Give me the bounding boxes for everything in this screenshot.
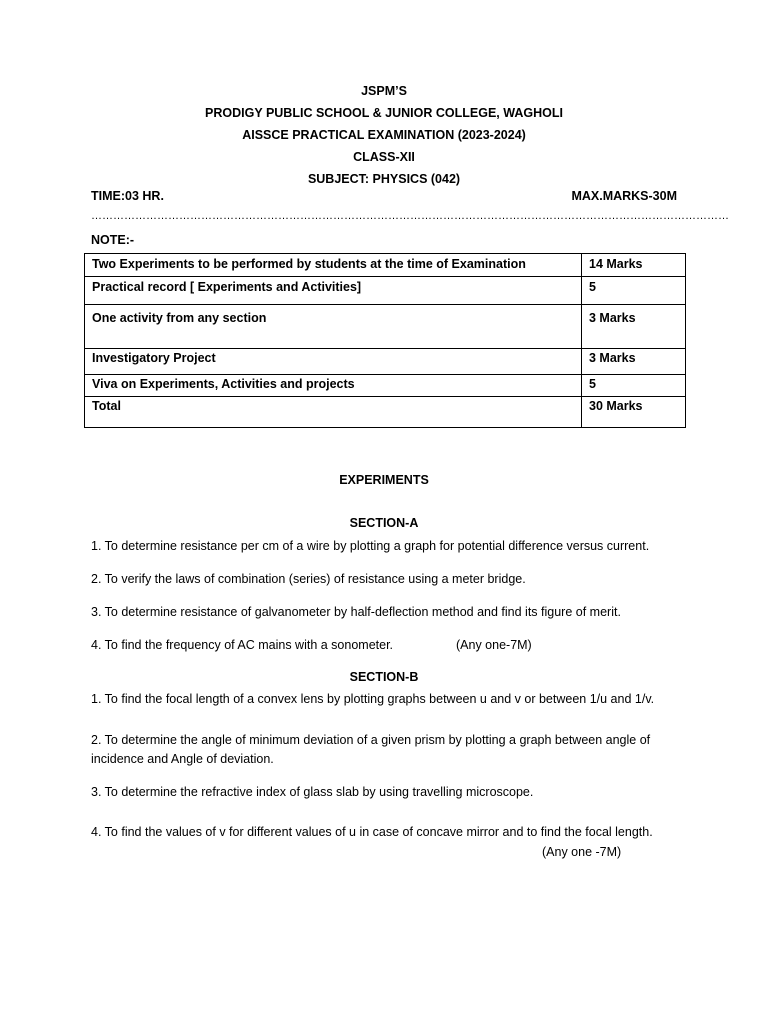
list-item: 4. To find the frequency of AC mains with a sonometer. [91, 638, 394, 652]
table-row [85, 349, 686, 375]
table-row [85, 305, 686, 349]
table-cell-item: One activity from any section [85, 305, 582, 349]
section-a-heading: SECTION-A [349, 516, 419, 530]
list-item: 1. To find the focal length of a convex lens by plotting graphs between u and v or between 1/u and 1/v. [91, 692, 655, 706]
exam-title: AISSCE PRACTICAL EXAMINATION (2023-2024) [242, 128, 526, 142]
table-cell-item: Two Experiments to be performed by students at the time of Examination [85, 254, 582, 277]
marks-table [84, 253, 686, 428]
table-cell-item: Viva on Experiments, Activities and projects [85, 375, 582, 397]
note-label: NOTE:- [91, 233, 135, 247]
list-item: 2. To determine the angle of minimum deviation of a given prism by plotting a graph between angle of incidence and Angle of deviation. [91, 733, 651, 766]
table-row [85, 254, 686, 277]
table-cell-marks: 3 Marks [582, 305, 686, 349]
section-a-choice-note: (Any one-7M) [456, 638, 532, 652]
list-item: 3. To determine the refractive index of glass slab by using travelling microscope. [91, 785, 534, 799]
table-cell-marks: 30 Marks [582, 397, 686, 428]
experiments-heading: EXPERIMENTS [339, 473, 429, 487]
table-row [85, 277, 686, 305]
table-row [85, 375, 686, 397]
list-item: 4. To find the values of v for different values of u in case of concave mirror and to find the focal length. [91, 825, 653, 839]
table-cell-marks: 5 [582, 375, 686, 397]
table-cell-item: Total [85, 397, 582, 428]
max-marks-label: MAX.MARKS-30M [571, 189, 677, 203]
table-cell-marks: 3 Marks [582, 349, 686, 375]
document-header [0, 80, 768, 190]
class-label: CLASS-XII [353, 150, 415, 164]
section-b-heading: SECTION-B [349, 670, 419, 684]
dotted-separator: ………………………………………………………………………………………………………………………………………………………… [91, 210, 729, 222]
table-cell-marks: 5 [582, 277, 686, 305]
list-item: 3. To determine resistance of galvanometer by half-deflection method and find its figure of merit. [91, 605, 621, 619]
table-row [85, 397, 686, 428]
list-item: 2. To verify the laws of combination (series) of resistance using a meter bridge. [91, 572, 526, 586]
list-item: 1. To determine resistance per cm of a wire by plotting a graph for potential difference versus current. [91, 539, 650, 553]
header-line-1: JSPM’S [361, 84, 407, 98]
table-cell-item: Practical record [ Experiments and Activities] [85, 277, 582, 305]
subject-label: SUBJECT: PHYSICS (042) [307, 172, 461, 186]
time-marks-row [91, 189, 677, 209]
section-b-choice-note: (Any one -7M) [542, 845, 622, 859]
time-label: TIME:03 HR. [91, 189, 164, 203]
table-cell-item: Investigatory Project [85, 349, 582, 375]
table-cell-marks: 14 Marks [582, 254, 686, 277]
school-name: PRODIGY PUBLIC SCHOOL & JUNIOR COLLEGE, WAGHOLI [205, 106, 563, 120]
